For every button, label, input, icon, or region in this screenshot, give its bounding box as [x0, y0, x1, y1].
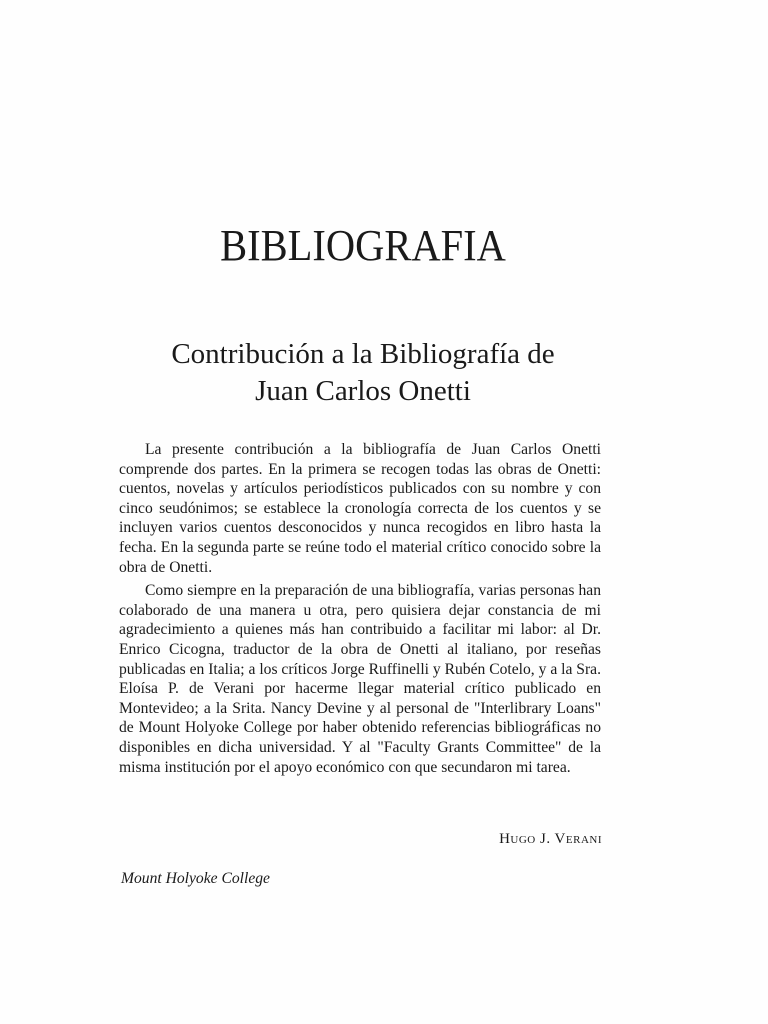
- author-signature: Hugo J. Verani: [499, 831, 602, 847]
- author-affiliation: Mount Holyoke College: [121, 870, 270, 887]
- article-title: [0, 336, 726, 410]
- article-title-line-1: Contribución a la Bibliografía de: [171, 338, 555, 370]
- article-body: [119, 440, 601, 781]
- body-paragraph-2: Como siempre en la preparación de una bibliografía, varias personas han colaborado de una manera u otra, pero quisiera dejar constancia de mi agradecimiento a quienes más han contribuido a facilitar mi labor: al Dr. Enrico Cicogna, traductor de la obra de Onetti al italiano, por reseñas publicadas en Italia; a los críticos Jorge Ruffinelli y Rubén Cotelo, y a la Sra. Eloísa P. de Verani por hacerme llegar material crítico publicado en Montevideo; a la Srita. Nancy Devine y al personal de "Interlibrary Loans" de Mount Holyoke College por haber obtenido referencias bibliográficas no disponibles en dicha universidad. Y al "Faculty Grants Committee" de la misma institución por el apoyo económico con que secundaron mi tarea.: [119, 582, 601, 776]
- article-title-line-2: Juan Carlos Onetti: [255, 375, 471, 407]
- body-paragraph-1: La presente contribución a la bibliografía de Juan Carlos Onetti comprende dos partes. En la primera se recogen todas las obras de Onetti: cuentos, novelas y artículos periodísticos publicados con su nombre y con cinco seudónimos; se establece la cronología correcta de los cuentos y se incluyen varios cuentos desconocidos y nunca recogidos en libro hasta la fecha. En la segunda parte se reúne todo el material crítico conocido sobre la obra de Onetti.: [119, 441, 601, 576]
- section-title: BIBLIOGRAFIA: [220, 221, 506, 270]
